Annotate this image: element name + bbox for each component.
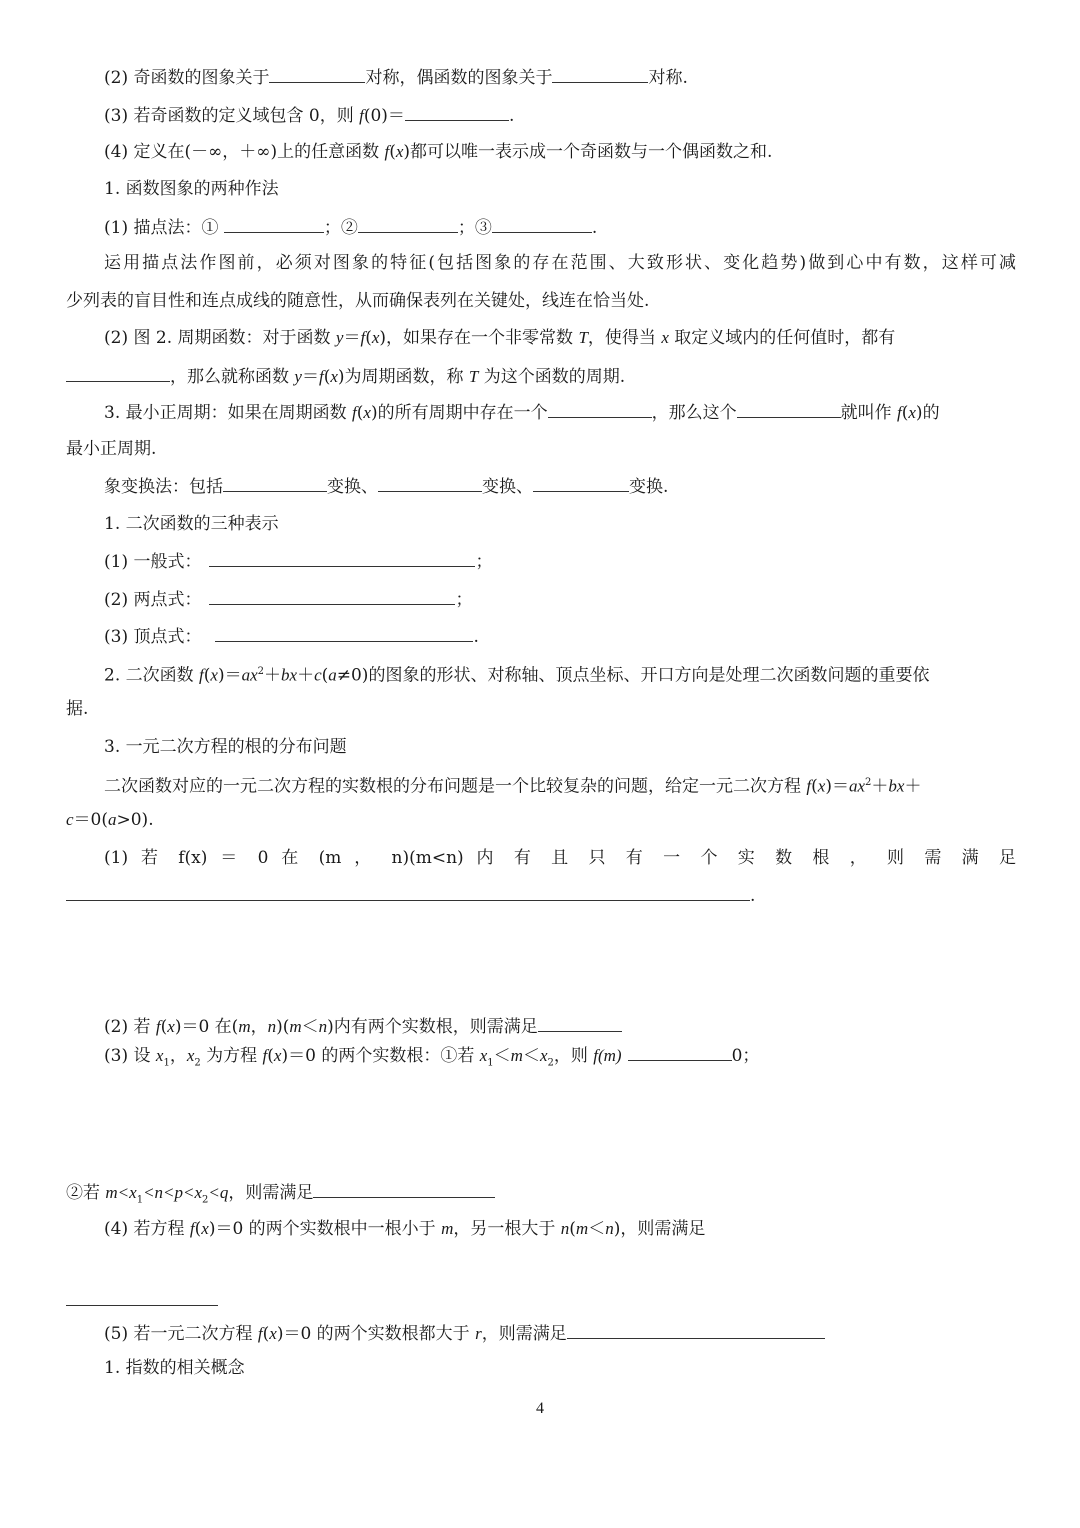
- fill-blank[interactable]: [209, 588, 455, 605]
- text-line-general-form: (1) 一般式： ；: [104, 552, 493, 572]
- math-f: f: [359, 106, 364, 125]
- text: 对称.: [648, 68, 688, 88]
- paragraph-plotting-note-1: [104, 252, 1016, 274]
- text-line-quadratic-properties: 2. 二次函数 $f(x)=ax^2+bx+c(a\ne 0)$的图象的形状、对称轴、顶点坐标、开口方向是处理二次函数问题的重要依: [104, 665, 930, 686]
- fill-blank[interactable]: [533, 475, 629, 492]
- text-line-min-period: 3. 最小正周期：如果在周期函数 f(x)的所有周期中存在一个 ，那么这个 就叫作 f(x)的: [104, 403, 940, 423]
- text: (0)＝: [363, 106, 405, 126]
- fill-blank[interactable]: [313, 1181, 495, 1198]
- text-line-periodic-function: (2) 图 2. 周期函数：对于函数 y＝f(x)，如果存在一个非零常数 T，使得当 x 取定义域内的任何值时，都有: [104, 328, 896, 348]
- text: 运用描点法作图前，必须对图象的特征(包括图象的存在范围、大致形状、变化趋势)做到心中有数，这样可减: [104, 253, 1016, 273]
- text-line-odd-even-symmetry: [104, 66, 688, 89]
- text: 都可以唯一表示成一个奇函数与一个偶函数之和.: [410, 142, 773, 162]
- fill-blank[interactable]: [66, 365, 170, 382]
- text: ；②: [323, 218, 358, 238]
- heading-root-distribution: 3. 一元二次方程的根的分布问题: [104, 737, 347, 757]
- fill-blank[interactable]: [358, 216, 458, 233]
- text: 对称，偶函数的图象关于: [365, 68, 553, 88]
- text: ，如果存在一个非零常数: [386, 328, 579, 348]
- text-line-root-distribution-intro-2: c＝0(a>0).: [66, 810, 154, 830]
- text-line-plotting-method: [104, 216, 597, 239]
- math-f: f: [384, 142, 390, 161]
- fill-blank[interactable]: [378, 475, 482, 492]
- text-line-root-sign-condition: (3) 设 $x_1$，$x_2$ 为方程 f(x)＝0 的两个实数根：①若 $x_1<m<x_2$，则 f(m) 0；: [104, 1046, 760, 1069]
- text-line-decomposition: (4) 定义在(－∞，＋∞)上的任意函数 f(x)都可以唯一表示成一个奇函数与一个偶函数之和.: [104, 142, 773, 162]
- text-line-one-root-condition: [104, 847, 1016, 869]
- text-line-transform-method: 象变换法：包括 变换、 变换、 变换.: [104, 477, 669, 497]
- text-line-root-distribution-intro: 二次函数对应的一元二次方程的实数根的分布问题是一个比较复杂的问题，给定一元二次方程 $f(x)=ax^2+bx+$: [104, 776, 922, 797]
- text: (4) 定义在(－∞，＋∞)上的任意函数: [104, 142, 385, 162]
- heading-quadratic-forms: 1. 二次函数的三种表示: [104, 514, 279, 534]
- fill-blank[interactable]: [492, 216, 592, 233]
- fill-blank[interactable]: [548, 401, 652, 418]
- fill-blank[interactable]: [538, 1015, 622, 1032]
- text: .: [508, 106, 515, 126]
- text-line-roots-greater-r: (5) 若一元二次方程 f(x)＝0 的两个实数根都大于 r，则需满足: [104, 1322, 825, 1345]
- fill-blank[interactable]: [567, 1322, 825, 1339]
- text-line-roots-straddle: (4) 若方程 f(x)＝0 的两个实数根中一根小于 m，另一根大于 n(m＜n)，则需满足: [104, 1219, 706, 1239]
- fill-blank[interactable]: [737, 401, 841, 418]
- fill-blank[interactable]: [66, 884, 750, 901]
- text-line-two-roots-condition: (2) 若 f(x)＝0 在(m，n)(m＜n)内有两个实数根，则需满足: [104, 1015, 622, 1038]
- fill-blank[interactable]: [628, 1044, 732, 1061]
- text: (1) 描点法：①: [104, 218, 224, 238]
- text: (2) 奇函数的图象关于: [104, 68, 270, 88]
- fill-blank[interactable]: [215, 625, 473, 642]
- heading-graph-methods: 1. 函数图象的两种作法: [104, 179, 279, 199]
- text-line-one-root-blank: .: [66, 884, 755, 907]
- fill-blank[interactable]: [405, 104, 509, 121]
- text-line-interval-roots: ②若 $m<x_1<n<p<x_2<q$，则需满足: [66, 1181, 495, 1211]
- text: (2) 图 2. 周期函数：对于函数: [104, 328, 336, 348]
- text-line-two-point-form: (2) 两点式： ；: [104, 590, 473, 610]
- fill-blank[interactable]: [223, 475, 327, 492]
- page-number: 4: [536, 1400, 544, 1417]
- fill-blank[interactable]: [66, 1305, 218, 1306]
- paragraph-plotting-note-2: 少列表的盲目性和连点成线的随意性，从而确保表列在关键处，线连在恰当处.: [66, 291, 650, 311]
- fill-blank[interactable]: [552, 66, 648, 83]
- text: (3) 若奇函数的定义域包含 0，则: [104, 106, 360, 126]
- text: (1) 若 f(x) ＝ 0 在 (m ， n)(m<n) 内 有 且 只 有 一 个 实 数 根 ， 则 需 满 足: [104, 848, 1016, 868]
- text-line-min-period-2: 最小正周期.: [66, 439, 157, 459]
- fill-blank[interactable]: [224, 216, 324, 233]
- text: ；③: [457, 218, 492, 238]
- heading-exponent-concepts: 1. 指数的相关概念: [104, 1358, 245, 1378]
- text-line-vertex-form: (3) 顶点式： .: [104, 627, 479, 647]
- text-line-quadratic-properties-2: 据.: [66, 699, 89, 719]
- text: .: [591, 218, 598, 238]
- math-x: x: [395, 142, 404, 161]
- fill-blank[interactable]: [269, 66, 365, 83]
- fill-blank[interactable]: [209, 550, 475, 567]
- text-line-odd-domain-zero: [104, 104, 514, 127]
- text-line-periodic-def: ，那么就称函数 y＝f(x)为周期函数，称 T 为这个函数的周期.: [66, 365, 625, 388]
